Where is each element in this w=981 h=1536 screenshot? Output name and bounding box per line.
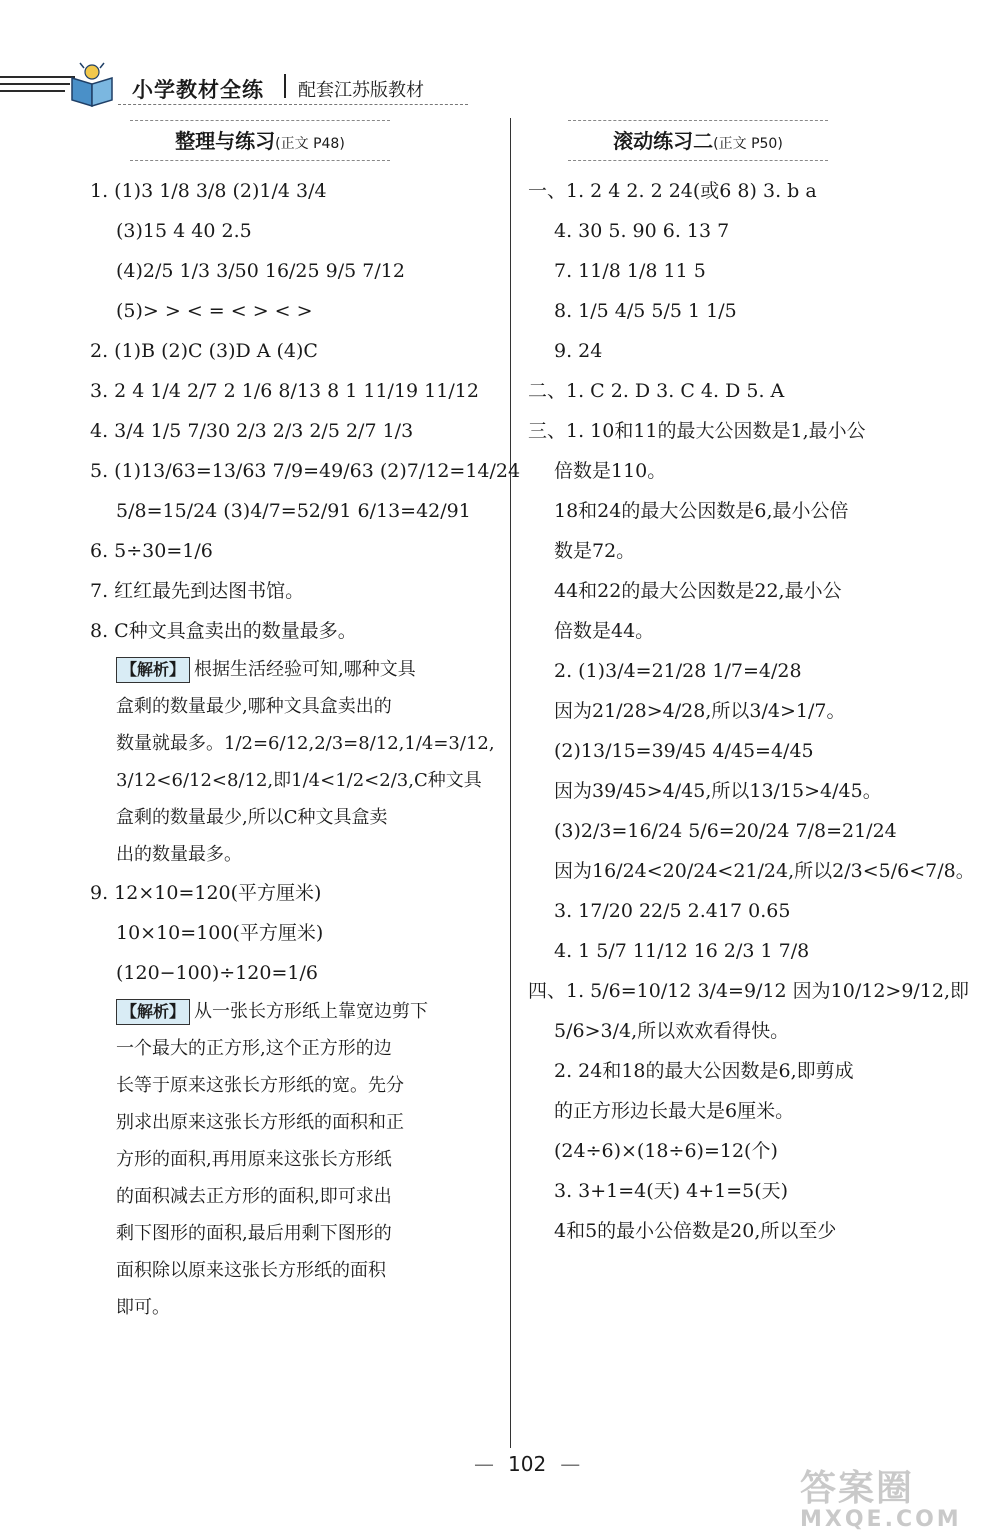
- answer-line: 数是72。: [554, 540, 636, 562]
- explanation-line: 面积除以原来这张长方形纸的面积: [116, 1260, 386, 1281]
- section-title-reference: (正文 P50): [713, 136, 783, 152]
- section-title-text: 滚动练习二: [613, 129, 714, 153]
- explanation-line: 即可。: [116, 1297, 170, 1318]
- answer-line: 2. (1)3/4=21/28 1/7=4/28: [554, 660, 802, 682]
- answer-line: 4和5的最小公倍数是20,所以至少: [554, 1220, 837, 1242]
- answer-line: (2)13/15=39/45 4/45=4/45: [554, 740, 814, 762]
- explanation-line: 长等于原来这张长方形纸的宽。先分: [116, 1075, 404, 1096]
- section-title-rolling: [568, 120, 828, 161]
- answer-line: 三、1. 10和11的最大公因数是1,最小公: [528, 420, 866, 442]
- section-title-text: 整理与练习: [175, 129, 276, 153]
- book-logo-icon: [66, 60, 120, 110]
- answer-line: 7. 11/8 1/8 11 5: [554, 260, 706, 282]
- left-column: [90, 120, 521, 1326]
- explanation-line: 出的数量最多。: [116, 844, 242, 865]
- column-divider: [510, 118, 511, 1448]
- answer-line: 一、1. 2 4 2. 2 24(或6 8) 3. b a: [528, 180, 817, 202]
- header-separator: [284, 74, 286, 98]
- answer-line: 18和24的最大公因数是6,最小公倍: [554, 500, 849, 522]
- answer-line: 4. 3/4 1/5 7/30 2/3 2/3 2/5 2/7 1/3: [90, 420, 414, 442]
- answer-line: 10×10=100(平方厘米): [116, 922, 324, 944]
- explanation-line: 的面积减去正方形的面积,即可求出: [116, 1186, 392, 1207]
- answer-line: 因为21/28>4/28,所以3/4>1/7。: [554, 700, 846, 722]
- answer-line: (3)15 4 40 2.5: [116, 220, 252, 242]
- answer-line: 2. 24和18的最大公因数是6,即剪成: [554, 1060, 854, 1082]
- answer-line: 5. (1)13/63=13/63 7/9=49/63 (2)7/12=14/24: [90, 460, 521, 482]
- book-series-subtitle: 配套江苏版教材: [298, 80, 424, 101]
- page-number: — 102 —: [460, 1452, 594, 1476]
- answer-line: 3. 2 4 1/4 2/7 2 1/6 8/13 8 1 11/19 11/12: [90, 380, 479, 402]
- answer-line: 8. C种文具盒卖出的数量最多。: [90, 620, 357, 642]
- answer-line: 5/6>3/4,所以欢欢看得快。: [554, 1020, 790, 1042]
- answer-line: 因为39/45>4/45,所以13/15>4/45。: [554, 780, 882, 802]
- section-title-review: [130, 120, 390, 161]
- explanation-line: 盒剩的数量最少,所以C种文具盒卖: [116, 807, 388, 828]
- answer-line: 6. 5÷30=1/6: [90, 540, 213, 562]
- explanation-line: 盒剩的数量最少,哪种文具盒卖出的: [116, 696, 392, 717]
- answer-line: 7. 红红最先到达图书馆。: [90, 580, 305, 602]
- answer-line: 9. 24: [554, 340, 603, 362]
- answer-line: (3)2/3=16/24 5/6=20/24 7/8=21/24: [554, 820, 897, 842]
- answer-line: 4. 1 5/7 11/12 16 2/3 1 7/8: [554, 940, 810, 962]
- explanation-text: 根据生活经验可知,哪种文具: [194, 659, 416, 680]
- answer-line: 的正方形边长最大是6厘米。: [554, 1100, 795, 1122]
- explanation-line: 方形的面积,再用原来这张长方形纸: [116, 1149, 392, 1170]
- site-watermark: [800, 1460, 962, 1532]
- header-underline: [118, 104, 468, 106]
- answer-line: 4. 30 5. 90 6. 13 7: [554, 220, 730, 242]
- answer-line: 四、1. 5/6=10/12 3/4=9/12 因为10/12>9/12,即: [528, 980, 970, 1002]
- answer-line: 倍数是44。: [554, 620, 655, 642]
- answer-line: 2. (1)B (2)C (3)D A (4)C: [90, 340, 318, 362]
- answer-line: 5/8=15/24 (3)4/7=52/91 6/13=42/91: [116, 500, 471, 522]
- answer-line: 44和22的最大公因数是22,最小公: [554, 580, 842, 602]
- explanation-line: 3/12<6/12<8/12,即1/4<1/2<2/3,C种文具: [116, 770, 482, 791]
- answer-line: 9. 12×10=120(平方厘米): [90, 882, 322, 904]
- watermark-logo-text: 答案圈: [800, 1468, 915, 1509]
- answer-line: (5)> > < = < > < >: [116, 300, 313, 322]
- right-column: [528, 120, 975, 1251]
- explanation-tag: 【解析】: [116, 657, 190, 683]
- answer-line: 8. 1/5 4/5 5/5 1 1/5: [554, 300, 737, 322]
- answer-line: (120−100)÷120=1/6: [116, 962, 318, 984]
- answer-line: (24÷6)×(18÷6)=12(个): [554, 1140, 778, 1162]
- answer-line: 因为16/24<20/24<21/24,所以2/3<5/6<7/8。: [554, 860, 975, 882]
- answer-line: 1. (1)3 1/8 3/8 (2)1/4 3/4: [90, 180, 327, 202]
- explanation-tag: 【解析】: [116, 999, 190, 1025]
- section-title-reference: (正文 P48): [275, 136, 345, 152]
- watermark-url: MXQE.COM: [800, 1507, 962, 1532]
- answer-line: (4)2/5 1/3 3/50 16/25 9/5 7/12: [116, 260, 405, 282]
- answer-line: 3. 3+1=4(天) 4+1=5(天): [554, 1180, 789, 1202]
- explanation-line: 数量就最多。1/2=6/12,2/3=8/12,1/4=3/12,: [116, 733, 495, 754]
- answer-line: 3. 17/20 22/5 2.417 0.65: [554, 900, 791, 922]
- answer-line: 倍数是110。: [554, 460, 667, 482]
- explanation-line: [90, 651, 495, 688]
- answer-line: 二、1. C 2. D 3. C 4. D 5. A: [528, 380, 785, 402]
- explanation-line: [90, 993, 495, 1030]
- explanation-line: 一个最大的正方形,这个正方形的边: [116, 1038, 392, 1059]
- explanation-line: 别求出原来这张长方形纸的面积和正: [116, 1112, 404, 1133]
- explanation-text: 从一张长方形纸上靠宽边剪下: [194, 1001, 429, 1022]
- book-series-title: 小学教材全练: [132, 78, 264, 102]
- header-decoration-lines: [0, 76, 75, 97]
- explanation-line: 剩下图形的面积,最后用剩下图形的: [116, 1223, 392, 1244]
